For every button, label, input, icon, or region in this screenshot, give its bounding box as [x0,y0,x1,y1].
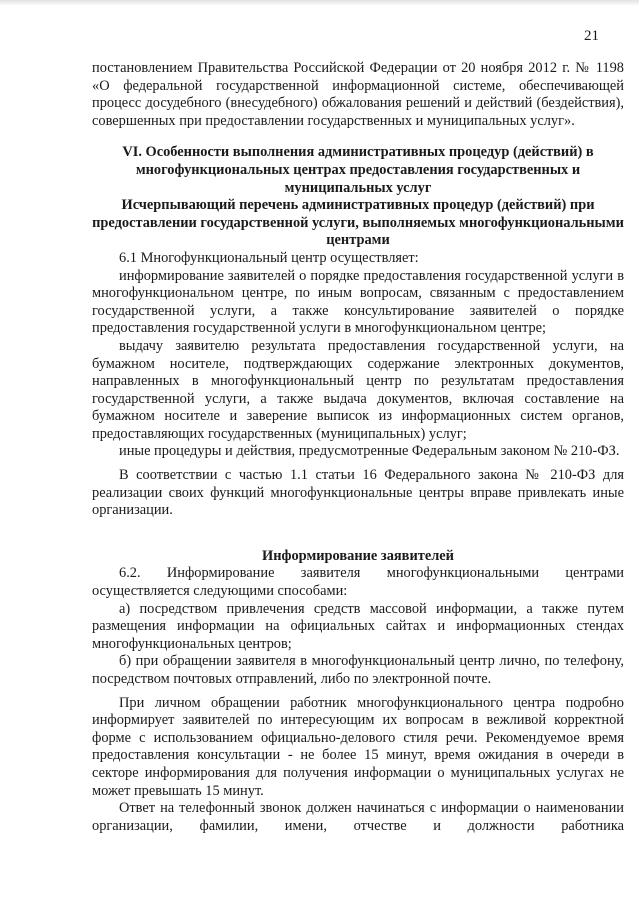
paragraph-other-procedures: иные процедуры и действия, предусмотренные Федеральным законом № 210-ФЗ. [119,443,620,460]
paragraph-6-2: 6.2. Информирование заявителя многофункциональными центрами осуществляется следующими способами: [92,565,624,600]
document-body [92,60,624,835]
paragraph-6-2-a: а) посредством привлечения средств массовой информации, а также путем размещения информации на официальных сайтах и информационных стендах многофункциональных центров; [92,600,624,652]
section-heading: VI. Особенности выполнения административных процедур (действий) в многофункциональных центрах предоставления государственных и муниципальных услуг [122,144,594,196]
heading-informing-applicants: Информирование заявителей [262,547,454,564]
paragraph-regulation-ref: постановлением Правительства Российской Федерации от 20 ноября 2012 г. № 1198 «О федеральной государственной информационной системе, обеспечивающей процесс досудебного (внесудебного) обжалования решений и действий (бездействия), совершенных при предоставлении государственных и муниципальных услуг». [92,60,624,129]
paragraph-6-2-b: б) при обращении заявителя в многофункциональный центр лично, по телефону, посредством почтовых отправлений, либо по электронной почте. [92,653,624,687]
paragraph-issuance: выдачу заявителю результата предоставления государственной услуги, на бумажном носителе, подтверждающих содержание электронных документов, направленных в многофункциональный центр по результатам предоставления государственной услуги, а также выдача документов, включая составление на бумажном носителе и заверение выписок из информационных систем органов, предоставляющих государственных (муниципальных) услуг; [92,337,624,442]
paragraph-phone-call: Ответ на телефонный звонок должен начинаться с информации о наименовании организации, фамилии, имени, отчестве и должности работника [92,800,624,834]
paragraph-organizations: В соответствии с частью 1.1 статьи 16 Федерального закона № 210-ФЗ для реализации своих функций многофункциональные центры вправе привлекать иные организации. [92,467,624,519]
page-number: 21 [584,28,599,44]
subsection-heading: Исчерпывающий перечень административных процедур (действий) при предоставлении государственной услуги, выполняемых многофункциональными центрами [92,197,624,249]
paragraph-personal-visit: При личном обращении работник многофункционального центра подробно информирует заявителей по интересующим их вопросам в вежливой корректной форме с использованием официально-делового стиля речи. Рекомендуемое время предоставления консультации - не более 15 минут, время ожидания в очереди в секторе информирования для получения информации о муниципальных услугах не может превышать 15 минут. [92,694,624,799]
scan-top-edge [0,0,639,6]
paragraph-informing: информирование заявителей о порядке предоставления государственной услуги в многофункциональном центре, по иным вопросам, связанным с предоставлением государственной услуги, а также консультирование заявителей о порядке предоставления государственной услуги в многофункциональном центре; [92,267,624,337]
paragraph-6-1-intro: 6.1 Многофункциональный центр осуществляет: [119,249,419,266]
